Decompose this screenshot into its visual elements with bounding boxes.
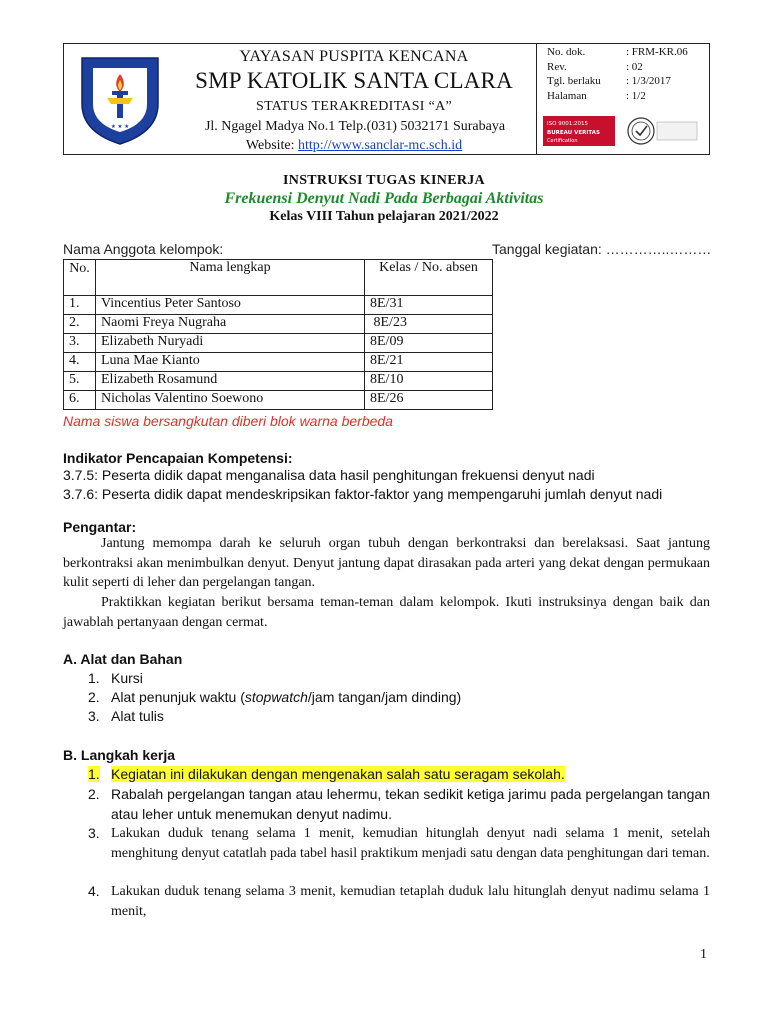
members-table xyxy=(63,259,493,410)
section-a-heading: A. Alat dan Bahan xyxy=(63,651,183,667)
member-class: 8E/26 xyxy=(365,391,493,410)
cert-bv-text: BUREAU VERITAS xyxy=(547,130,600,136)
doc-info-value: : FRM-KR.06 xyxy=(626,46,688,58)
certification-badge xyxy=(543,116,703,146)
member-name: Elizabeth Rosamund xyxy=(96,372,365,391)
list-item xyxy=(88,766,565,782)
member-name: Luna Mae Kianto xyxy=(96,353,365,372)
member-class: 8E/10 xyxy=(365,372,493,391)
activity-date-label: Tanggal kegiatan: …………..……… xyxy=(492,241,712,257)
list-item xyxy=(88,882,710,921)
svg-text:★ ★ ★: ★ ★ ★ xyxy=(110,124,130,130)
list-number: 1. xyxy=(88,766,100,782)
table-row xyxy=(64,334,493,353)
list-number: 3. xyxy=(88,708,100,724)
list-item xyxy=(88,824,710,863)
accreditation-status: STATUS TERAKREDITASI “A” xyxy=(255,99,453,114)
member-name: Vincentius Peter Santoso xyxy=(96,296,365,315)
list-text: Alat tulis xyxy=(111,708,164,724)
header-divider xyxy=(536,44,537,154)
doc-info-key: No. dok. xyxy=(547,46,586,58)
list-text: Lakukan duduk tenang selama 3 menit, kemudian tetaplah duduk lalu hitunglah denyut nadimu selama 1 menit, xyxy=(111,884,710,919)
member-class: 8E/21 xyxy=(365,353,493,372)
column-header-class: Kelas / No. absen xyxy=(365,260,493,296)
member-class: 8E/09 xyxy=(365,334,493,353)
table-row xyxy=(64,391,493,410)
member-name: Naomi Freya Nugraha xyxy=(96,315,365,334)
list-text: Kursi xyxy=(111,670,143,686)
table-row xyxy=(64,296,493,315)
column-header-name: Nama lengkap xyxy=(96,260,365,296)
list-number: 2. xyxy=(88,689,100,705)
list-text-part: Alat penunjuk waktu ( xyxy=(111,689,245,705)
list-text-part: /jam tangan/jam dinding) xyxy=(307,689,462,705)
list-item xyxy=(88,785,710,824)
list-number: 2. xyxy=(88,786,100,802)
intro-paragraph: Jantung memompa darah ke seluruh organ tubuh dengan berkontraksi dan berelaksasi. Saat jantung berkontraksi akan menimbulkan denyut. Denyut jantung dapat dirasakan pada arteri yang dekat dengan permukaan kulit seperti di leher dan pergelangan tangan. xyxy=(63,536,710,590)
member-name: Elizabeth Nuryadi xyxy=(96,334,365,353)
document-header xyxy=(63,43,710,155)
list-item xyxy=(88,689,462,705)
page-number: 1 xyxy=(700,947,707,962)
document-subtitle: Frekuensi Denyut Nadi Pada Berbagai Aktivitas xyxy=(224,190,544,207)
list-number: 1. xyxy=(88,670,100,686)
column-header-no: No. xyxy=(64,260,96,296)
highlight-note: Nama siswa bersangkutan diberi blok warna berbeda xyxy=(63,413,393,429)
table-row xyxy=(64,353,493,372)
intro-paragraph: Praktikkan kegiatan berikut bersama teman-teman dalam kelompok. Ikuti instruksinya dengan baik dan jawablah pertanyaan dengan cermat. xyxy=(63,595,710,630)
list-item xyxy=(88,708,164,724)
school-address: Jl. Ngagel Madya No.1 Telp.(031) 5032171 Surabaya xyxy=(204,119,506,134)
doc-info-key: Tgl. berlaku xyxy=(547,75,601,87)
website-link[interactable]: http://www.sanclar-mc.sch.id xyxy=(298,138,463,153)
doc-info-value: : 1/2 xyxy=(626,89,646,102)
member-class: 8E/23 xyxy=(365,315,493,334)
doc-info-key: Rev. xyxy=(547,60,567,73)
list-number: 3. xyxy=(88,825,100,841)
row-number: 2. xyxy=(64,315,96,334)
row-number: 5. xyxy=(64,372,96,391)
member-class: 8E/31 xyxy=(365,296,493,315)
list-text: Lakukan duduk tenang selama 1 menit, kemudian hitunglah denyut nadi selama 1 menit, setelah menghitung denyut catatlah pada tabel hasil praktikum menjadi satu dengan data penghitungan dari teman. xyxy=(111,826,710,861)
row-number: 6. xyxy=(64,391,96,410)
table-row xyxy=(64,315,493,334)
cert-cert-text: Certification xyxy=(547,138,578,144)
list-item xyxy=(88,670,143,686)
doc-info-value: : 02 xyxy=(626,60,643,73)
school-logo xyxy=(74,52,166,146)
school-website xyxy=(174,138,534,154)
list-text xyxy=(111,689,461,705)
list-text-emphasis: stopwatch xyxy=(244,689,308,705)
group-members-label: Nama Anggota kelompok: xyxy=(63,241,224,257)
doc-info-value: : 1/3/2017 xyxy=(626,75,671,87)
section-b-heading: B. Langkah kerja xyxy=(63,747,176,763)
row-number: 1. xyxy=(64,296,96,315)
indicator-item: 3.7.6: Peserta didik dapat mendeskripsikan faktor-faktor yang mempengaruhi jumlah denyut nadi xyxy=(63,486,663,502)
intro-heading: Pengantar: xyxy=(63,519,137,535)
doc-info-key: Halaman xyxy=(547,89,587,102)
school-name: SMP KATOLIK SANTA CLARA xyxy=(195,68,513,93)
list-text: Rabalah pergelangan tangan atau lehermu, tekan sedikit ketiga jarimu pada pergelangan tangan atau leher untuk menemukan denyut nadimu. xyxy=(111,786,710,822)
document-title: INSTRUKSI TUGAS KINERJA xyxy=(283,173,485,188)
cert-iso-text: ISO 9001:2015 xyxy=(547,121,589,127)
table-header-row xyxy=(64,260,493,296)
class-year: Kelas VIII Tahun pelajaran 2021/2022 xyxy=(269,209,499,224)
indicator-item: 3.7.5: Peserta didik dapat menganalisa data hasil penghitungan frekuensi denyut nadi xyxy=(63,467,595,483)
foundation-name: YAYASAN PUSPITA KENCANA xyxy=(239,48,469,65)
table-row xyxy=(64,372,493,391)
list-text: Kegiatan ini dilakukan dengan mengenakan salah satu seragam sekolah. xyxy=(111,766,565,782)
member-name: Nicholas Valentino Soewono xyxy=(96,391,365,410)
list-number: 4. xyxy=(88,883,100,899)
row-number: 3. xyxy=(64,334,96,353)
row-number: 4. xyxy=(64,353,96,372)
website-label: Website: xyxy=(245,138,299,153)
indicators-heading: Indikator Pencapaian Kompetensi: xyxy=(63,450,293,466)
